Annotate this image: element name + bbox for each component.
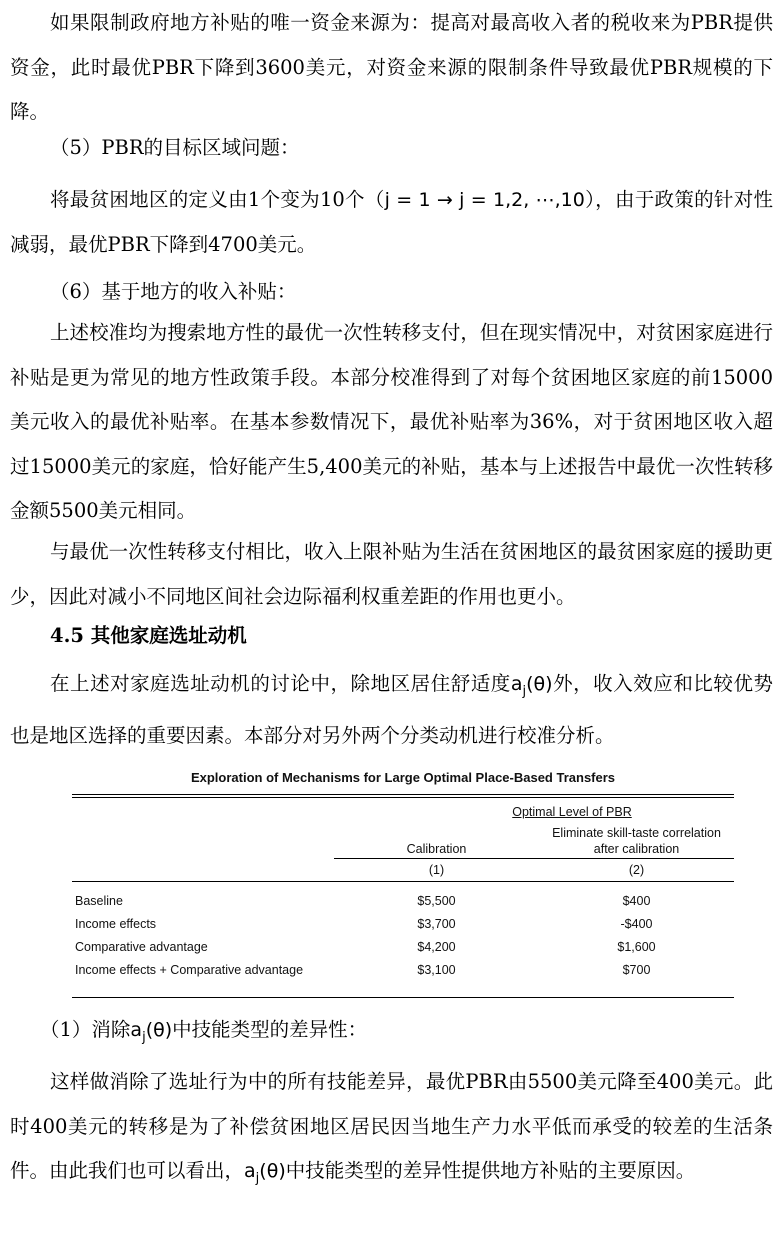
math-symbol: (θ) — [526, 673, 553, 695]
math-symbol: a — [244, 1160, 256, 1182]
math-symbol: (θ) — [145, 1019, 173, 1041]
paragraph-other-motives — [10, 662, 773, 759]
heading-eliminate-skill — [40, 1008, 773, 1060]
math-region-definition: j = 1 → j = 1,2, ⋯,10 — [384, 189, 585, 211]
table-col2-number: (2) — [628, 863, 645, 877]
table-top-rule — [72, 794, 734, 795]
math-symbol: a — [130, 1019, 143, 1041]
table-col2-header-line2: after calibration — [593, 842, 680, 856]
table-col1-number: (1) — [428, 863, 445, 877]
row-calibration-value: $5,500 — [417, 894, 456, 908]
paragraph-income-subsidy: 上述校准均为搜索地方性的最优一次性转移支付，但在现实情况中，对贫困家庭进行补贴是更为常见的地方性政策手段。本部分校准得到了对每个贫困地区家庭的前15000美元收入的最优补贴率。在基本参数情况下，最优补贴率为36%，对于贫困地区收入超过15000美元的家庭，恰好能产生5,400美元的补贴，基本与上述报告中最优一次性转移金额5500美元相同。 — [10, 321, 773, 522]
math-subscript: j — [255, 1170, 260, 1186]
row-eliminate-value: $400 — [622, 894, 651, 908]
row-eliminate-value: -$400 — [620, 917, 653, 931]
heading-income-subsidy: （6）基于地方的收入补贴： — [50, 280, 297, 303]
text-segment: （1）消除 — [40, 1018, 131, 1041]
math-symbol: (θ) — [259, 1160, 286, 1182]
table-col2-header-line1: Eliminate skill-taste correlation — [552, 826, 721, 840]
table-bottom-rule — [72, 997, 734, 998]
paragraph-comparison: 与最优一次性转移支付相比，收入上限补贴为生活在贫困地区的最贫困家庭的援助更少，因此对减小不同地区间社会边际福利权重差距的作用也更小。 — [10, 540, 773, 608]
math-amenity — [244, 1160, 286, 1186]
text-segment: 这样做消除了选址行为中的所有技能差异，最优PBR由5500美元降至400美元。此时400美元的转移是为了补偿贫困地区居民因当地生产力水平低而承受的较差的生活条件。由此我们也可以看出， — [10, 1070, 773, 1182]
table-top-rule-double — [72, 797, 734, 798]
row-label: Income effects — [75, 917, 157, 931]
math-subscript: j — [522, 683, 527, 699]
text-segment: 外，收入效应和比较优势也是地区选择的重要因素。本部分对另外两个分类动机进行校准分析。 — [10, 672, 773, 748]
row-label: Income effects + Comparative advantage — [75, 963, 304, 977]
math-amenity — [510, 673, 553, 699]
math-amenity — [130, 1019, 173, 1045]
row-calibration-value: $3,700 — [417, 917, 456, 931]
table-group-header: Optimal Level of PBR — [512, 805, 632, 819]
paragraph-eliminate-skill — [10, 1060, 773, 1201]
row-eliminate-value: $700 — [622, 963, 651, 977]
math-symbol: a — [510, 673, 523, 695]
row-calibration-value: $3,100 — [417, 963, 456, 977]
heading-target-area: （5）PBR的目标区域问题： — [50, 136, 300, 159]
row-eliminate-value: $1,600 — [617, 940, 656, 954]
table-header-rule — [334, 858, 734, 859]
paragraph-funding-source: 如果限制政府地方补贴的唯一资金来源为：提高对最高收入者的税收来为PBR提供资金，此时最优PBR下降到3600美元，对资金来源的限制条件导致最优PBR规模的下降。 — [10, 11, 773, 123]
row-label: Comparative advantage — [75, 940, 208, 954]
text-segment: 在上述对家庭选址动机的讨论中，除地区居住舒适度 — [50, 672, 511, 695]
text-segment: ），由于政策的针对性减弱，最优PBR下降到4700美元。 — [10, 188, 773, 256]
table-title: Exploration of Mechanisms for Large Optimal Place-Based Transfers — [190, 770, 616, 785]
text-segment: 将最贫困地区的定义由1个变为10个（ — [50, 188, 385, 211]
mechanisms-table — [72, 768, 734, 1000]
row-label: Baseline — [75, 894, 123, 908]
table-col1-header: Calibration — [406, 842, 467, 856]
row-calibration-value: $4,200 — [417, 940, 456, 954]
section-heading-4-5: 4.5 其他家庭选址动机 — [50, 624, 247, 647]
table-body-rule — [72, 881, 734, 882]
math-subscript: j — [142, 1029, 146, 1045]
paragraph-target-area — [10, 178, 773, 267]
text-segment: 中技能类型的差异性： — [172, 1018, 368, 1041]
text-segment: 中技能类型的差异性提供地方补贴的主要原因。 — [285, 1159, 696, 1182]
